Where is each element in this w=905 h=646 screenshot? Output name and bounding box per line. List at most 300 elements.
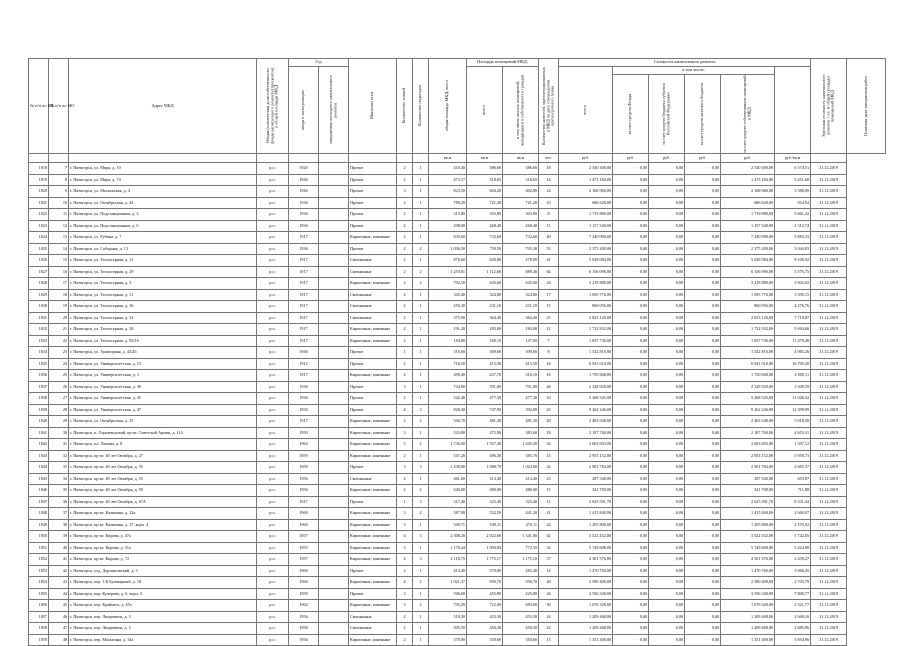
- table-row: [29, 623, 886, 635]
- cost-owners-cell: 1 473 184,00: [721, 174, 775, 186]
- area-all-cell: 160,10: [467, 335, 503, 347]
- residents-cell: 20: [539, 416, 559, 428]
- area-all-cell: 701,00: [467, 381, 503, 393]
- cost-owners-cell: 2 901 784,00: [721, 462, 775, 474]
- area-own-cell: 1 024,00: [503, 462, 539, 474]
- share-cell: р.о.: [257, 416, 289, 428]
- material-cell: Смешанные: [349, 266, 397, 278]
- row-id-cell: 1822: [29, 209, 49, 221]
- deadline-cell: 31.12.2019: [811, 243, 847, 255]
- address-cell: г. Пятигорск, ул. Теплосерная, д. 11: [69, 255, 257, 267]
- floors-cell: 2: [397, 358, 413, 370]
- cost-owners-cell: 6 156 096,00: [721, 266, 775, 278]
- deadline-cell: 31.12.2019: [811, 531, 847, 543]
- deadline-cell: 31.12.2019: [811, 266, 847, 278]
- cost-fund-cell: 0,00: [613, 623, 649, 635]
- share-cell: р.о.: [257, 531, 289, 543]
- cost-total-cell: 1 205 800,00: [559, 519, 613, 531]
- last-repair-cell: [319, 301, 349, 313]
- cost-budget-local-cell: 0,00: [685, 393, 721, 405]
- area-all-cell: 496,30: [467, 450, 503, 462]
- material-cell: Прочие: [349, 174, 397, 186]
- cost-fund-cell: 0,00: [613, 450, 649, 462]
- cost-total-cell: 2 168 960,00: [559, 186, 613, 198]
- floors-cell: 2: [397, 611, 413, 623]
- last-repair-cell: [319, 393, 349, 405]
- unit-cost-cell: 7 718,87: [775, 312, 811, 324]
- material-cell: Кирпичные, каменные: [349, 324, 397, 336]
- material-cell: Прочие: [349, 220, 397, 232]
- row-mo-cell: 36: [49, 496, 69, 508]
- area-own-cell: 956,70: [503, 577, 539, 589]
- cost-fund-cell: 0,00: [613, 485, 649, 497]
- share-cell: р.о.: [257, 600, 289, 612]
- residents-cell: 11: [539, 496, 559, 508]
- cost-budget-rf-cell: 0,00: [649, 634, 685, 646]
- residents-cell: 15: [539, 301, 559, 313]
- total-area-cell: 410,40: [429, 163, 467, 175]
- residents-cell: 24: [539, 519, 559, 531]
- cost-owners-cell: 3 556 340,00: [721, 588, 775, 600]
- table-row: [29, 324, 886, 336]
- row-mo-cell: 18: [49, 289, 69, 301]
- deadline-cell: 31.12.2019: [811, 381, 847, 393]
- total-area-cell: 184,80: [429, 335, 467, 347]
- area-all-cell: 325,40: [467, 496, 503, 508]
- area-all-cell: 364,40: [467, 312, 503, 324]
- deadline-cell: 31.12.2019: [811, 301, 847, 313]
- row-id-cell: 1857: [29, 611, 49, 623]
- cost-owners-cell: 1 732 932,00: [721, 324, 775, 336]
- cost-budget-local-cell: 0,00: [685, 220, 721, 232]
- row-mo-cell: 15: [49, 255, 69, 267]
- deadline-cell: 31.12.2019: [811, 496, 847, 508]
- share-cell: р.о.: [257, 485, 289, 497]
- cost-budget-local-cell: 0,00: [685, 531, 721, 543]
- area-all-cell: 414,40: [467, 473, 503, 485]
- floors-cell: 3: [397, 186, 413, 198]
- row-mo-cell: 40: [49, 542, 69, 554]
- last-repair-cell: [319, 174, 349, 186]
- area-own-cell: 231,10: [503, 301, 539, 313]
- cost-owners-cell: 686 628,00: [721, 197, 775, 209]
- share-cell: р.о.: [257, 508, 289, 520]
- year-cell: 1960: [289, 565, 319, 577]
- deadline-cell: 31.12.2019: [811, 255, 847, 267]
- cost-budget-local-cell: 0,00: [685, 588, 721, 600]
- unit-cost-cell: 5 950,73: [775, 450, 811, 462]
- area-all-cell: 732,60: [467, 232, 503, 244]
- cost-total-cell: 2 901 784,00: [559, 462, 613, 474]
- share-cell: р.о.: [257, 301, 289, 313]
- material-cell: Кирпичные, каменные: [349, 416, 397, 428]
- floors-cell: 3: [397, 508, 413, 520]
- unit-cost-cell: 8 331,44: [775, 496, 811, 508]
- entrances-cell: 1: [413, 289, 429, 301]
- table-row: [29, 370, 886, 382]
- table-row: [29, 600, 886, 612]
- table-row: [29, 209, 886, 221]
- unit-cost-cell: 12 398,99: [775, 404, 811, 416]
- floors-cell: 2: [397, 473, 413, 485]
- area-own-cell: 477,30: [503, 393, 539, 405]
- area-own-cell: 385,70: [503, 450, 539, 462]
- cost-budget-local-cell: 0,00: [685, 266, 721, 278]
- share-cell: р.о.: [257, 324, 289, 336]
- cost-fund-cell: 0,00: [613, 232, 649, 244]
- row-id-cell: 1856: [29, 600, 49, 612]
- last-repair-cell: [319, 439, 349, 451]
- last-repair-cell: [319, 496, 349, 508]
- residents-cell: 37: [539, 554, 559, 566]
- row-id-cell: 1845: [29, 473, 49, 485]
- area-own-cell: 453,30: [503, 611, 539, 623]
- cost-total-cell: 1 415 840,00: [559, 508, 613, 520]
- row-id-cell: 1832: [29, 324, 49, 336]
- year-cell: 1959: [289, 450, 319, 462]
- material-cell: Кирпичные, каменные: [349, 278, 397, 290]
- cost-fund-cell: 0,00: [613, 611, 649, 623]
- total-area-cell: 523,80: [429, 427, 467, 439]
- cost-budget-rf-cell: 0,00: [649, 197, 685, 209]
- address-cell: г. Пятигорск, ул. Университетская, д. 13: [69, 358, 257, 370]
- cost-budget-rf-cell: 0,00: [649, 577, 685, 589]
- year-cell: 1962: [289, 600, 319, 612]
- total-area-cell: 506,60: [429, 588, 467, 600]
- table-row: [29, 163, 886, 175]
- cost-owners-cell: 1 205 800,00: [721, 519, 775, 531]
- cost-fund-cell: 0,00: [613, 588, 649, 600]
- year-cell: 1917: [289, 289, 319, 301]
- deadline-cell: 31.12.2019: [811, 278, 847, 290]
- total-area-cell: 317,40: [429, 496, 467, 508]
- year-cell: 1960: [289, 577, 319, 589]
- total-area-cell: 780,29: [429, 197, 467, 209]
- last-repair-cell: [319, 508, 349, 520]
- entrances-cell: 3: [413, 462, 429, 474]
- residents-cell: 18: [539, 358, 559, 370]
- area-own-cell: 705,30: [503, 243, 539, 255]
- deadline-cell: 31.12.2019: [811, 565, 847, 577]
- area-all-cell: 1 088,70: [467, 462, 503, 474]
- area-own-cell: 324,80: [503, 289, 539, 301]
- year-cell: 1936: [289, 209, 319, 221]
- cost-total-cell: 2 580 400,00: [559, 577, 613, 589]
- residents-cell: 8: [539, 209, 559, 221]
- total-area-cell: 510,20: [429, 611, 467, 623]
- material-cell: Прочие: [349, 197, 397, 209]
- year-cell: 1960: [289, 508, 319, 520]
- header-cost-budget-local: за счет средств местного бюджета: [685, 75, 721, 154]
- cost-budget-rf-cell: 0,00: [649, 243, 685, 255]
- entrances-cell: 1: [413, 370, 429, 382]
- year-cell: 1917: [289, 278, 319, 290]
- cost-budget-rf-cell: 0,00: [649, 335, 685, 347]
- share-cell: р.о.: [257, 370, 289, 382]
- cost-budget-rf-cell: 0,00: [649, 439, 685, 451]
- unit-cost-cell: 2 193,92: [775, 519, 811, 531]
- cost-fund-cell: 0,00: [613, 554, 649, 566]
- total-area-cell: 1 178,44: [429, 542, 467, 554]
- floors-cell: 2: [397, 393, 413, 405]
- unit-cost-cell: 2 665,37: [775, 462, 811, 474]
- row-id-cell: 1828: [29, 278, 49, 290]
- area-own-cell: 386,60: [503, 163, 539, 175]
- year-cell: 1936: [289, 243, 319, 255]
- material-cell: Кирпичные, каменные: [349, 519, 397, 531]
- year-cell: 1936: [289, 220, 319, 232]
- unit-cost-cell: 1 742,05: [775, 531, 811, 543]
- area-own-cell: 303,80: [503, 209, 539, 221]
- cost-fund-cell: 0,00: [613, 381, 649, 393]
- unit-cost-cell: 4 653,31: [775, 427, 811, 439]
- unit-cost-cell: 9 464,66: [775, 324, 811, 336]
- cost-fund-cell: 0,00: [613, 565, 649, 577]
- last-repair-cell: [319, 611, 349, 623]
- cost-total-cell: 5 268 545,00: [559, 393, 613, 405]
- area-all-cell: 437,70: [467, 370, 503, 382]
- table-row: [29, 347, 886, 359]
- floors-cell: 2: [397, 289, 413, 301]
- row-mo-cell: 17: [49, 278, 69, 290]
- cost-fund-cell: 0,00: [613, 324, 649, 336]
- area-all-cell: 350,60: [467, 634, 503, 646]
- area-all-cell: 453,30: [467, 611, 503, 623]
- deadline-cell: 31.12.2019: [811, 439, 847, 451]
- row-id-cell: 1831: [29, 312, 49, 324]
- cost-total-cell: 1 209 468,00: [559, 623, 613, 635]
- cost-budget-local-cell: 0,00: [685, 473, 721, 485]
- share-cell: р.о.: [257, 278, 289, 290]
- share-cell: р.о.: [257, 289, 289, 301]
- cost-owners-cell: 1 676 320,00: [721, 600, 775, 612]
- cost-fund-cell: 0,00: [613, 186, 649, 198]
- cost-total-cell: 686 628,00: [559, 197, 613, 209]
- floors-cell: 3: [397, 381, 413, 393]
- last-repair-cell: [319, 255, 349, 267]
- deadline-cell: 31.12.2019: [811, 416, 847, 428]
- year-cell: 1917: [289, 496, 319, 508]
- address-cell: г. Пятигорск, ул. Теплосерная, д. 83/16: [69, 335, 257, 347]
- cost-owners-cell: 9 262 246,00: [721, 404, 775, 416]
- table-row: [29, 611, 886, 623]
- header-deadline: Плановая дата завершения работ: [847, 59, 886, 154]
- total-area-cell: 191,20: [429, 324, 467, 336]
- deadline-cell: 31.12.2019: [811, 209, 847, 221]
- residents-cell: 40: [539, 577, 559, 589]
- share-cell: р.о.: [257, 393, 289, 405]
- floors-cell: 2: [397, 335, 413, 347]
- floors-cell: 5: [397, 439, 413, 451]
- entrances-cell: 1: [413, 174, 429, 186]
- last-repair-cell: [319, 209, 349, 221]
- address-cell: г. Пятигорск, ул. Университетская, д. 47: [69, 404, 257, 416]
- table-row: [29, 358, 886, 370]
- header-floors: Количество этажей: [397, 59, 413, 154]
- area-all-cell: 1 112,60: [467, 266, 503, 278]
- cost-budget-local-cell: 0,00: [685, 243, 721, 255]
- year-cell: 1956: [289, 611, 319, 623]
- cost-total-cell: 2 463 548,00: [559, 416, 613, 428]
- area-all-cell: 1 557,40: [467, 439, 503, 451]
- total-area-cell: 876,60: [429, 255, 467, 267]
- cost-budget-rf-cell: 0,00: [649, 485, 685, 497]
- year-cell: 1917: [289, 335, 319, 347]
- residents-cell: 10: [539, 393, 559, 405]
- last-repair-cell: [319, 232, 349, 244]
- cost-budget-local-cell: 0,00: [685, 439, 721, 451]
- unit-cost-cell: 2 703,79: [775, 577, 811, 589]
- table-row: [29, 496, 886, 508]
- last-repair-cell: [319, 554, 349, 566]
- deadline-cell: 31.12.2019: [811, 485, 847, 497]
- cost-total-cell: 341 700,00: [559, 485, 613, 497]
- total-area-cell: 499,40: [429, 370, 467, 382]
- deadline-cell: 31.12.2019: [811, 312, 847, 324]
- cost-budget-local-cell: 0,00: [685, 358, 721, 370]
- share-cell: р.о.: [257, 565, 289, 577]
- unit-cell: руб./кв.м: [775, 154, 811, 163]
- row-id-cell: 1825: [29, 243, 49, 255]
- table-row: [29, 542, 886, 554]
- residents-cell: 24: [539, 611, 559, 623]
- floors-cell: 2: [397, 312, 413, 324]
- address-cell: г. Пятигорск, п. Горячеводский, пр-кт. Советской Армии, д. 114: [69, 427, 257, 439]
- area-own-cell: 450,30: [503, 623, 539, 635]
- last-repair-cell: [319, 358, 349, 370]
- material-cell: Смешанные: [349, 623, 397, 635]
- share-cell: р.о.: [257, 243, 289, 255]
- header-year-vvod: ввода в эксплуатацию: [289, 67, 319, 154]
- floors-cell: 2: [397, 450, 413, 462]
- cost-budget-local-cell: 0,00: [685, 324, 721, 336]
- year-cell: 1917: [289, 266, 319, 278]
- entrances-cell: 3: [413, 531, 429, 543]
- row-id-cell: 1859: [29, 634, 49, 646]
- cost-owners-cell: 2 540 400,00: [721, 163, 775, 175]
- cost-fund-cell: 0,00: [613, 577, 649, 589]
- address-cell: г. Пятигорск, пер. Малыгина, д. 34а: [69, 634, 257, 646]
- header-address: Адрес МКД: [69, 59, 257, 154]
- row-mo-cell: 48: [49, 634, 69, 646]
- area-own-cell: 325,40: [503, 496, 539, 508]
- total-area-cell: 461,60: [429, 473, 467, 485]
- entrances-cell: 3: [413, 554, 429, 566]
- cost-budget-local-cell: 0,00: [685, 370, 721, 382]
- cost-total-cell: 7 240 090,00: [559, 232, 613, 244]
- unit-cost-cell: 4 312,74: [775, 220, 811, 232]
- area-own-cell: 316,10: [503, 370, 539, 382]
- unit-cost-cell: 5 661,22: [775, 209, 811, 221]
- cost-owners-cell: 1 157 540,00: [721, 220, 775, 232]
- residents-cell: 26: [539, 381, 559, 393]
- cost-budget-local-cell: 0,00: [685, 565, 721, 577]
- address-cell: г. Пятигорск, ул. Мира, д. 10: [69, 163, 257, 175]
- cost-budget-rf-cell: 0,00: [649, 519, 685, 531]
- cost-budget-rf-cell: 0,00: [649, 209, 685, 221]
- cost-fund-cell: 0,00: [613, 439, 649, 451]
- share-cell: р.о.: [257, 335, 289, 347]
- unit-cost-cell: 2 685,96: [775, 623, 811, 635]
- last-repair-cell: [319, 519, 349, 531]
- cost-fund-cell: 0,00: [613, 473, 649, 485]
- header-col-mo: № п/п по МО: [49, 59, 69, 154]
- area-own-cell: 1 175,10: [503, 554, 539, 566]
- cost-fund-cell: 0,00: [613, 347, 649, 359]
- entrances-cell: 1: [413, 588, 429, 600]
- row-id-cell: 1833: [29, 335, 49, 347]
- address-cell: г. Пятигорск, пр-кт. Кирова, д. 51а: [69, 542, 257, 554]
- cost-fund-cell: 0,00: [613, 266, 649, 278]
- area-own-cell: 889,40: [503, 266, 539, 278]
- address-cell: г. Пятигорск, ул. Октябрьская, д. 35: [69, 416, 257, 428]
- share-cell: р.о.: [257, 427, 289, 439]
- entrances-cell: 2: [413, 577, 429, 589]
- unit-cost-cell: 2 660,07: [775, 508, 811, 520]
- cost-budget-rf-cell: 0,00: [649, 301, 685, 313]
- unit-cost-cell: 3 251,68: [775, 174, 811, 186]
- unit-cost-cell: 3 044,83: [775, 243, 811, 255]
- cost-total-cell: 2 187 760,00: [559, 427, 613, 439]
- cost-owners-cell: 1 470 760,00: [721, 565, 775, 577]
- cost-budget-rf-cell: 0,00: [649, 358, 685, 370]
- area-own-cell: 732,60: [503, 232, 539, 244]
- deadline-cell: 31.12.2019: [811, 347, 847, 359]
- area-own-cell: 268,40: [503, 220, 539, 232]
- unit-cost-cell: 9 883,33: [775, 232, 811, 244]
- cost-budget-rf-cell: 0,00: [649, 588, 685, 600]
- residents-cell: 18: [539, 163, 559, 175]
- cost-fund-cell: 0,00: [613, 416, 649, 428]
- table-row: [29, 220, 886, 232]
- table-row: [29, 462, 886, 474]
- address-cell: г. Пятигорск, ул. Теплосерная, д. 31: [69, 289, 257, 301]
- header-cost-budget-rf: за счет средств бюджета субъекта Российской Федерации: [649, 75, 685, 154]
- material-cell: Прочие: [349, 243, 397, 255]
- table-row: [29, 427, 886, 439]
- residents-cell: 32: [539, 542, 559, 554]
- total-area-cell: 835,60: [429, 232, 467, 244]
- cost-owners-cell: 2 187 760,00: [721, 427, 775, 439]
- residents-cell: 42: [539, 531, 559, 543]
- entrances-cell: 2: [413, 266, 429, 278]
- header-area-own: в том числе жилых помещений, находящихся в собственности граждан: [503, 67, 539, 154]
- year-cell: 1957: [289, 531, 319, 543]
- residents-cell: 8: [539, 347, 559, 359]
- cost-fund-cell: 0,00: [613, 404, 649, 416]
- deadline-cell: 31.12.2019: [811, 358, 847, 370]
- area-all-cell: 183,00: [467, 324, 503, 336]
- share-cell: р.о.: [257, 450, 289, 462]
- cost-owners-cell: 287 540,00: [721, 473, 775, 485]
- entrances-cell: 1: [413, 427, 429, 439]
- cost-budget-local-cell: 0,00: [685, 496, 721, 508]
- deadline-cell: 31.12.2019: [811, 220, 847, 232]
- row-id-cell: 1842: [29, 439, 49, 451]
- cost-budget-rf-cell: 0,00: [649, 508, 685, 520]
- cost-owners-cell: 2 328 920,00: [721, 381, 775, 393]
- area-all-cell: 324,80: [467, 289, 503, 301]
- unit-cost-cell: 2 321,77: [775, 600, 811, 612]
- area-all-cell: 309,60: [467, 347, 503, 359]
- cost-owners-cell: 341 700,00: [721, 485, 775, 497]
- area-own-cell: 318,65: [503, 174, 539, 186]
- area-all-cell: 549,11: [467, 519, 503, 531]
- residents-cell: 42: [539, 462, 559, 474]
- material-cell: Кирпичные, каменные: [349, 370, 397, 382]
- address-cell: г. Пятигорск, ул. Теплосерная, д. 58: [69, 324, 257, 336]
- cost-owners-cell: 1 750 848,00: [721, 370, 775, 382]
